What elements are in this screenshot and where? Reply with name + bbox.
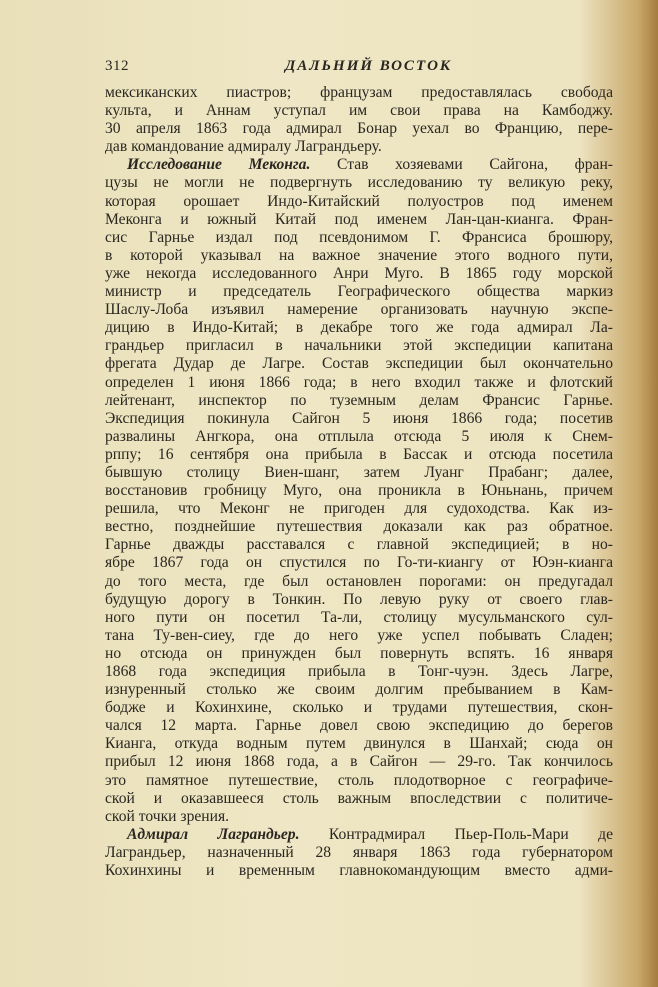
text-line: вестно, позднейшие путешествия доказали как раз обратное. — [105, 518, 613, 536]
text-line: фрегата Дудар де Лагре. Состав экспедиции был окончательно — [105, 355, 613, 373]
text-line: лейтенант, инспектор по туземным делам Франсис Гарнье. — [105, 391, 613, 409]
text-line: Кианга, откуда водным путем двинулся в Шанхай; сюда он — [105, 735, 613, 753]
text-line: изнуренный столько же своим долгим пребыванием в Кам- — [105, 681, 613, 699]
text-line: 1868 года экспедиция прибыла в Тонг-чуэн. Здесь Лагре, — [105, 663, 613, 680]
text-line: Экспедиция покинула Сайгон 5 июня 1866 года; посетив — [105, 409, 613, 427]
text-line: дав командование адмиралу Лаграндьеру. — [105, 138, 382, 156]
text-span: Став хозяевами Сайгона, фран- — [337, 156, 613, 174]
text-line: ской точки зрения. — [105, 807, 230, 825]
text-line: бывшую столицу Виен-шанг, затем Луанг Прабанг; далее, — [105, 463, 613, 481]
text-line: 30 апреля 1863 года адмирал Бонар уехал во Францию, пере- — [105, 120, 613, 138]
text-line: дицию в Индо-Китай; в декабре того же года адмирал Ла- — [105, 319, 613, 337]
running-head: ДАЛЬНИЙ ВОСТОК — [285, 58, 453, 74]
text-line: ного пути он посетил Та-ли, столицу мусульманского сул- — [105, 608, 613, 626]
page-header — [105, 58, 615, 80]
text-line: культа, и Аннам уступал им свои права на Камбоджу. — [105, 102, 613, 120]
text-line: мексиканских пиастров; французам предоставлялась свобода — [105, 84, 613, 101]
text-line: цузы не могли не подвергнуть исследованию ту великую реку, — [105, 174, 613, 192]
text-line: Гарнье дважды расставался с главной экспедицией; в но- — [105, 536, 613, 554]
text-line: Меконга и южный Китай под именем Лан-цан-кианга. Фран- — [105, 210, 613, 228]
text-line — [105, 156, 613, 174]
section-title: Исследование Меконга. — [127, 156, 311, 174]
text-line: ябре 1867 года он спустился по Го-ти-киангу от Юэн-кианга — [105, 554, 613, 572]
text-line: но отсюда он принужден был повернуть вспять. 16 января — [105, 644, 613, 662]
text-line: Лаграндьер, назначенный 28 января 1863 года губернатором — [105, 843, 613, 861]
text-line: бодже и Кохинхине, сколько и трудами путешествия, скон- — [105, 699, 613, 717]
text-line: развалины Ангкора, она отплыла отсюда 5 июля к Снем- — [105, 427, 613, 445]
text-line: которая орошает Индо-Китайский полуостров под именем — [105, 192, 613, 210]
text-line — [105, 826, 613, 844]
text-line: в которой указывал на важное значение этого водного пути, — [105, 246, 613, 264]
text-line: прибыл 12 июня 1868 года, а в Сайгон — 29-го. Так кончилось — [105, 753, 613, 771]
text-line: будущую дорогу в Тонкин. По левую руку от своего глав- — [105, 590, 613, 608]
text-line: восстановив гробницу Муго, она проникла в Юньнань, причем — [105, 482, 613, 500]
text-line: грандьер пригласил в начальники этой экспедиции капитана — [105, 337, 613, 355]
text-line: уже некогда исследованного Анри Муго. В 1865 году морской — [105, 264, 613, 282]
text-line: до того места, где был остановлен порогами: он предугадал — [105, 572, 613, 590]
text-line: ской и оказавшееся столь важным впоследствии с политиче- — [105, 789, 613, 807]
text-line: это памятное путешествие, столь плодотворное с географиче- — [105, 771, 613, 789]
text-line: министр и председатель Географического общества маркиз — [105, 283, 613, 301]
section-title: Адмирал Лаграндьер. — [127, 825, 300, 843]
text-line: Кохинхины и временным главнокомандующим вместо адми- — [105, 862, 613, 880]
text-line: чался 12 марта. Гарнье довел свою экспедицию до берегов — [105, 717, 613, 735]
text-line: определен 1 июня 1866 года; в него входил также и флотский — [105, 373, 613, 391]
paragraph — [105, 156, 613, 825]
text-line: рппу; 16 сентября она прибыла в Бассак и отсюда посетила — [105, 445, 613, 463]
text-line: решила, что Меконг не пригоден для судоходства. Как из- — [105, 500, 613, 518]
body-text — [105, 84, 613, 880]
text-line: сис Гарнье издал под псевдонимом Г. Франсиса брошюру, — [105, 228, 613, 246]
paragraph — [105, 84, 613, 156]
text-line: Шаслу-Лоба изъявил намерение организовать научную экспе- — [105, 301, 613, 319]
page-number: 312 — [105, 58, 129, 74]
text-line: тана Ту-вен-сиеу, где до него уже успел побывать Сладен; — [105, 626, 613, 644]
paragraph — [105, 826, 613, 880]
text-span: Контрадмирал Пьер-Поль-Мари де — [328, 825, 614, 843]
